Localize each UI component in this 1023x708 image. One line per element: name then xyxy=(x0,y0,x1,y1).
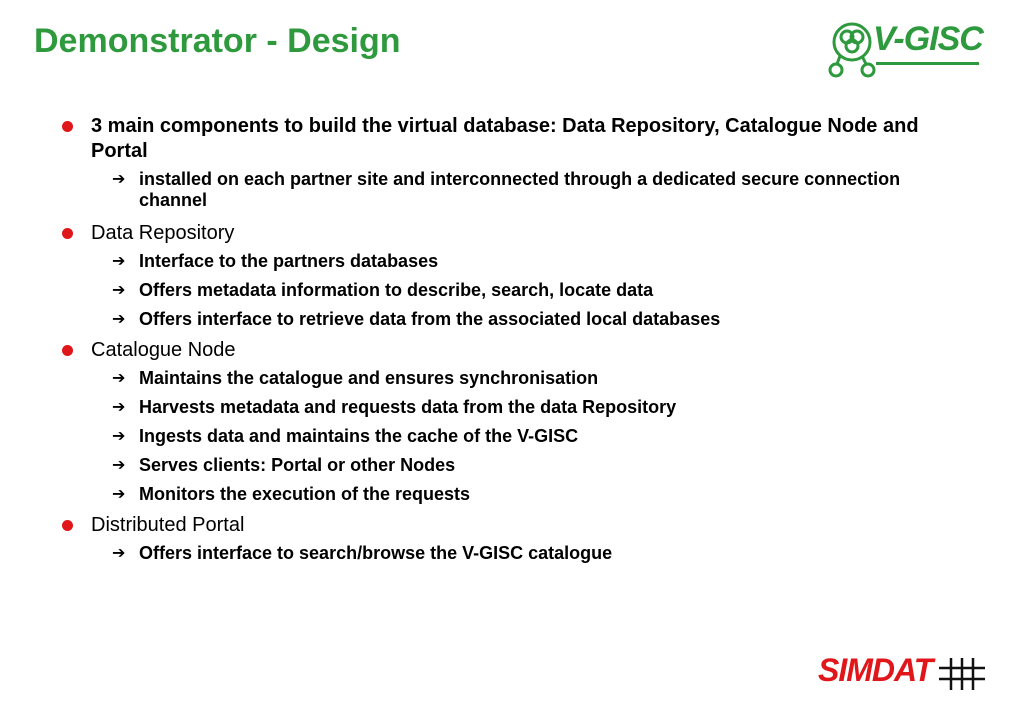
sub-bullet-item xyxy=(62,169,962,211)
sub-bullet-item xyxy=(62,397,962,418)
sub-bullet-text: Ingests data and maintains the cache of the V-GISC xyxy=(139,426,579,446)
sub-bullet-item xyxy=(62,368,962,389)
simdat-logo xyxy=(818,652,990,694)
sub-bullet-text: Offers interface to retrieve data from the associated local databases xyxy=(139,309,721,329)
sub-bullet-item xyxy=(62,484,962,505)
right-arrow-icon: ➔ xyxy=(112,545,126,562)
sub-bullet-text: Monitors the execution of the requests xyxy=(139,484,471,504)
sub-bullet-text: Maintains the catalogue and ensures synchronisation xyxy=(139,368,599,388)
bullet-text: 3 main components to build the virtual database: Data Repository, Catalogue Node and Portal xyxy=(91,115,919,162)
red-dot-icon xyxy=(62,520,73,531)
sub-bullet-text: Interface to the partners databases xyxy=(139,251,439,271)
sub-bullet-text: Serves clients: Portal or other Nodes xyxy=(139,455,456,475)
bullet-text: Distributed Portal xyxy=(91,514,245,536)
bullet-item xyxy=(62,114,962,164)
sub-bullet-item xyxy=(62,426,962,447)
red-dot-icon xyxy=(62,228,73,239)
slide-title: Demonstrator - Design xyxy=(34,22,401,60)
vgisc-logo-text: V-GISC xyxy=(873,20,983,58)
sub-bullet-item xyxy=(62,309,962,330)
simdat-grid-icon xyxy=(939,658,985,690)
right-arrow-icon: ➔ xyxy=(112,282,126,299)
sub-bullet-item xyxy=(62,455,962,476)
right-arrow-icon: ➔ xyxy=(112,428,126,445)
vgisc-logo xyxy=(826,20,986,80)
red-dot-icon xyxy=(62,121,73,132)
bullet-item xyxy=(62,513,962,538)
sub-bullet-text: installed on each partner site and interconnected through a dedicated secure connection channel xyxy=(139,169,901,210)
sub-bullet-text: Offers metadata information to describe, search, locate data xyxy=(139,280,654,300)
bullet-list xyxy=(62,114,962,572)
bullet-item xyxy=(62,221,962,246)
right-arrow-icon: ➔ xyxy=(112,253,126,270)
bullet-item xyxy=(62,338,962,363)
simdat-logo-text: SIMDAT xyxy=(818,652,933,688)
sub-bullet-text: Offers interface to search/browse the V-GISC catalogue xyxy=(139,543,613,563)
right-arrow-icon: ➔ xyxy=(112,457,126,474)
bullet-text: Data Repository xyxy=(91,222,235,244)
right-arrow-icon: ➔ xyxy=(112,486,126,503)
right-arrow-icon: ➔ xyxy=(112,399,126,416)
sub-bullet-text: Harvests metadata and requests data from the data Repository xyxy=(139,397,677,417)
sub-bullet-item xyxy=(62,280,962,301)
vgisc-logo-underline xyxy=(876,62,979,65)
right-arrow-icon: ➔ xyxy=(112,311,126,328)
bullet-text: Catalogue Node xyxy=(91,339,236,361)
red-dot-icon xyxy=(62,345,73,356)
sub-bullet-item xyxy=(62,543,962,564)
right-arrow-icon: ➔ xyxy=(112,370,126,387)
sub-bullet-item xyxy=(62,251,962,272)
right-arrow-icon: ➔ xyxy=(112,171,126,188)
